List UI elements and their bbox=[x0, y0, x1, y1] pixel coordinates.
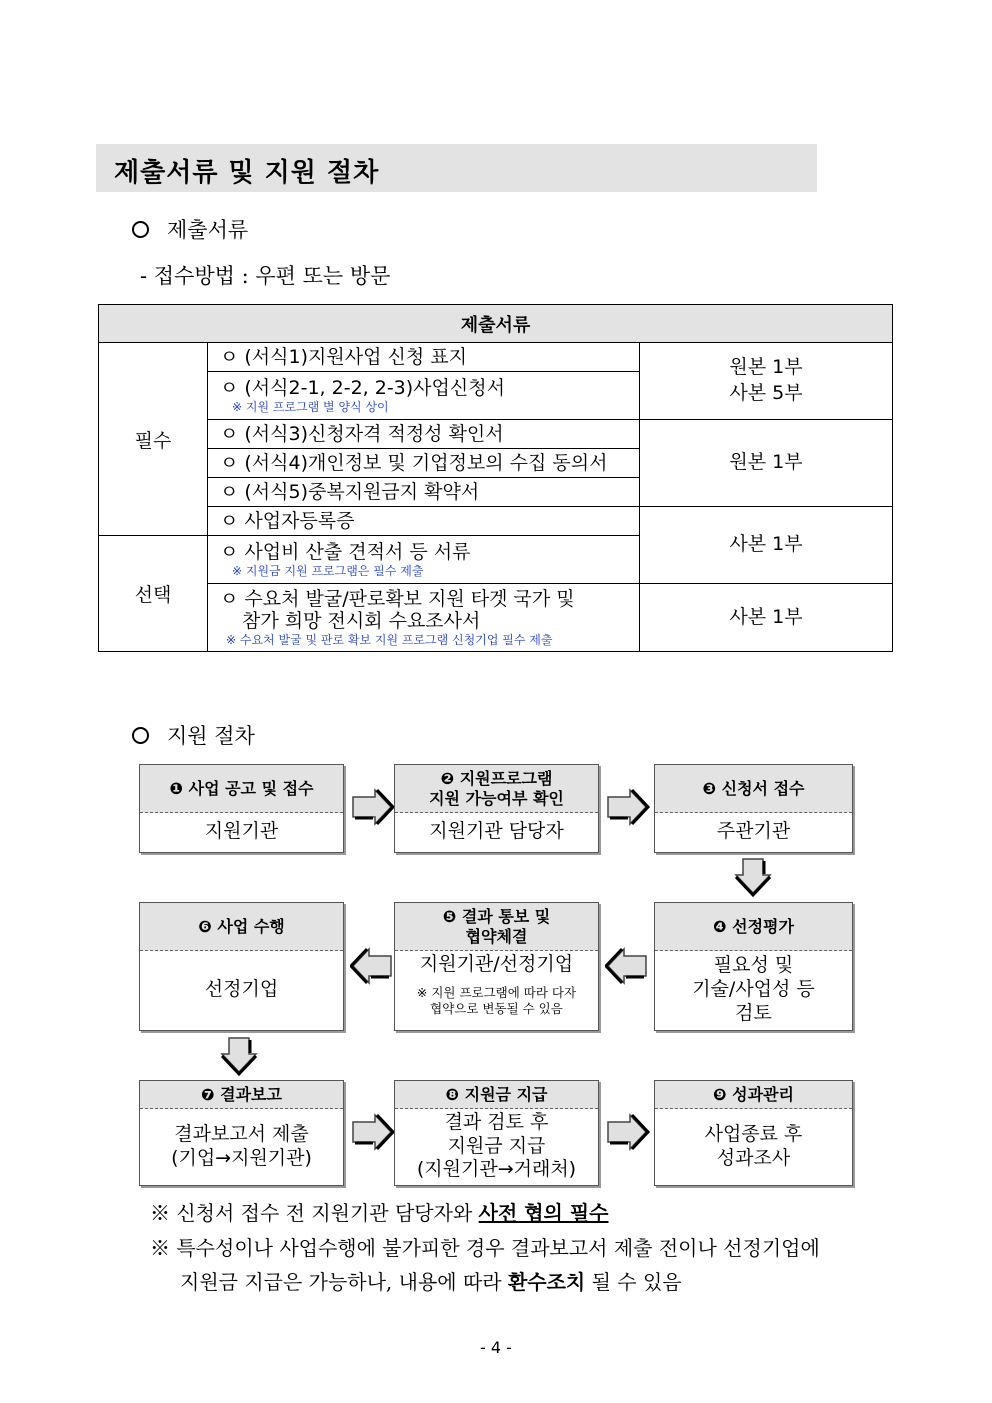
step-body: 선정기업 bbox=[204, 978, 279, 1001]
table-row: ㅇ (서식4)개인정보 및 기업정보의 수집 동의서 bbox=[208, 449, 640, 478]
step-body: 사업종료 후 성과조사 bbox=[704, 1122, 803, 1169]
section-header bbox=[96, 144, 817, 192]
table-row: ㅇ (서식2-1, 2-2, 2-3)사업신청서 ※ 지원 프로그램 별 양식 상이 bbox=[208, 372, 640, 420]
arrow-down-icon bbox=[733, 857, 775, 899]
page-number: - 4 - bbox=[480, 1338, 512, 1357]
step-title: ❽ 지원금 지급 bbox=[395, 1081, 598, 1109]
note: ※ 지원금 지원 프로그램은 필수 제출 bbox=[232, 563, 424, 578]
arrow-down-icon bbox=[219, 1036, 261, 1078]
documents-table bbox=[98, 304, 893, 652]
step-2 bbox=[394, 764, 599, 853]
step-body: 지원기관/선정기업 ※ 지원 프로그램에 따라 다자 협약으로 변동될 수 있음 bbox=[416, 953, 577, 1016]
table-row: ㅇ (서식1)지원사업 신청 표지 bbox=[208, 343, 640, 372]
circle-bullet-icon bbox=[132, 221, 149, 238]
step-title: ❼ 결과보고 bbox=[140, 1081, 343, 1109]
step-title: ❻ 사업 수행 bbox=[140, 903, 343, 951]
qty-cell: 원본 1부 bbox=[640, 420, 893, 507]
arrow-right-icon bbox=[605, 787, 651, 829]
step-1 bbox=[139, 764, 344, 853]
step-body: 지원기관 담당자 bbox=[429, 820, 564, 843]
step-6 bbox=[139, 902, 344, 1031]
step-body: 지원기관 bbox=[204, 820, 279, 843]
arrow-right-icon bbox=[605, 1112, 651, 1154]
required-label: 필수 bbox=[99, 343, 208, 536]
qty-cell: 사본 1부 bbox=[640, 507, 893, 584]
submission-method: - 접수방법 : 우편 또는 방문 bbox=[140, 264, 391, 288]
optional-label: 선택 bbox=[99, 536, 208, 652]
table-header: 제출서류 bbox=[99, 305, 893, 343]
procedure-heading: 지원 절차 bbox=[132, 720, 255, 750]
step-7 bbox=[139, 1080, 344, 1186]
step-body: 결과보고서 제출 (기업→지원기관) bbox=[171, 1122, 312, 1169]
table-row: ㅇ (서식5)중복지원금지 확약서 bbox=[208, 478, 640, 507]
circle-bullet-icon bbox=[132, 727, 149, 744]
arrow-right-icon bbox=[350, 787, 396, 829]
step-9 bbox=[654, 1080, 853, 1186]
step-title: ❶ 사업 공고 및 접수 bbox=[140, 765, 343, 813]
docs-heading: 제출서류 bbox=[132, 214, 248, 244]
section-title: 제출서류 및 지원 절차 bbox=[114, 158, 380, 188]
step-4 bbox=[654, 902, 853, 1031]
arrow-left-icon bbox=[350, 946, 396, 988]
table-row: ㅇ 사업비 산출 견적서 등 서류 ※ 지원금 지원 프로그램은 필수 제출 bbox=[208, 536, 640, 584]
arrow-left-icon bbox=[605, 946, 651, 988]
step-5 bbox=[394, 902, 599, 1031]
note: ※ 수요처 발굴 및 판로 확보 지원 프로그램 신청기업 필수 제출 bbox=[226, 633, 553, 648]
arrow-right-icon bbox=[350, 1112, 396, 1154]
table-row: ㅇ (서식3)신청자격 적정성 확인서 bbox=[208, 420, 640, 449]
table-row: ㅇ 수요처 발굴/판로확보 지원 타겟 국가 및 참가 희망 전시회 수요조사서 ※ 수요처 발굴 및 판로 확보 지원 프로그램 신청기업 필수 제출 bbox=[208, 584, 640, 652]
qty-cell: 원본 1부 사본 5부 bbox=[640, 343, 893, 420]
step-3 bbox=[654, 764, 853, 853]
step-title: ❷ 지원프로그램 지원 가능여부 확인 bbox=[395, 765, 598, 813]
step-body: 결과 검토 후 지원금 지급 (지원기관→거래처) bbox=[416, 1110, 577, 1181]
qty-cell: 사본 1부 bbox=[640, 584, 893, 652]
footnote-2: ※ 특수성이나 사업수행에 불가피한 경우 결과보고서 제출 전이나 선정기업에 지원금 지급은 가능하나, 내용에 따라 환수조치 될 수 있음 bbox=[150, 1236, 820, 1294]
table-row: ㅇ 사업자등록증 bbox=[208, 507, 640, 536]
step-title: ❸ 신청서 접수 bbox=[655, 765, 852, 813]
footnote-1: ※ 신청서 접수 전 지원기관 담당자와 사전 협의 필수 bbox=[150, 1201, 609, 1225]
step-title: ❾ 성과관리 bbox=[655, 1081, 852, 1109]
step-body: 주관기관 bbox=[716, 820, 791, 843]
step-title: ❹ 선정평가 bbox=[655, 903, 852, 951]
step-note: ※ 지원 프로그램에 따라 다자 협약으로 변동될 수 있음 bbox=[416, 984, 577, 1016]
step-title: ❺ 결과 통보 및 협약체결 bbox=[395, 903, 598, 951]
step-8 bbox=[394, 1080, 599, 1186]
step-body: 필요성 및 기술/사업성 등 검토 bbox=[692, 954, 815, 1024]
note: ※ 지원 프로그램 별 양식 상이 bbox=[232, 399, 389, 414]
